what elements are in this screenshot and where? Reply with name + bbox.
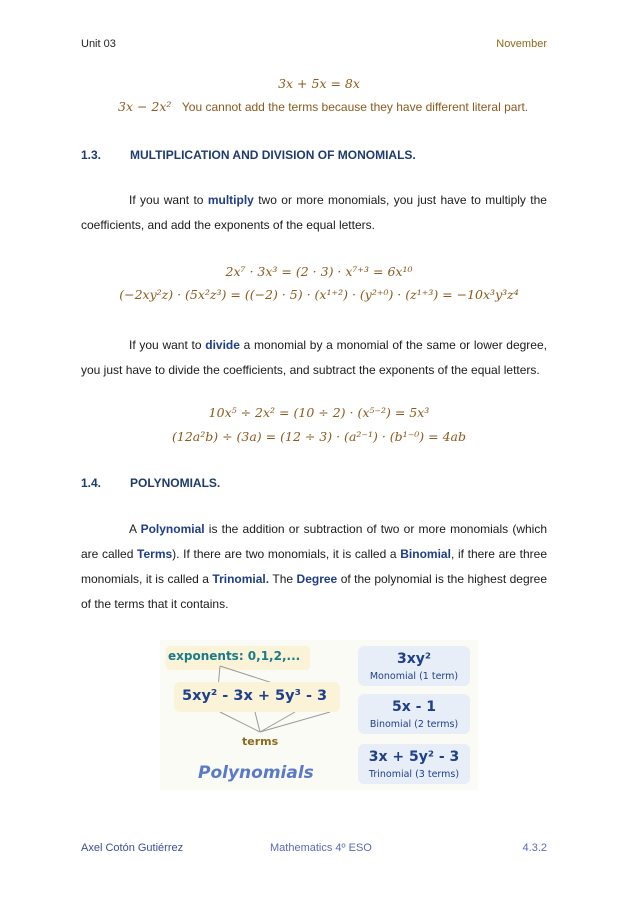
terms-label: terms — [242, 735, 279, 748]
exponents-label: exponents: 0,1,2,... — [168, 649, 301, 663]
section-number-1-3: 1.3. — [81, 148, 102, 162]
equation-mult-2: (−2xy²z) · (5x²z³) = ((−2) · 5) · (x¹⁺²) · (y²⁺⁰) · (z¹⁺³) = −10x³y³z⁴ — [119, 287, 519, 302]
text: of the polynomial is the highest degree of the terms that it contains. — [81, 572, 547, 611]
polynomial-expression: 5xy² - 3x + 5y³ - 3 — [182, 688, 328, 704]
trinomial-expression: 3x + 5y² - 3 — [368, 749, 460, 765]
trinomial-label: Trinomial (3 terms) — [368, 769, 460, 780]
text: A — [129, 522, 141, 536]
text: is the addition or subtraction of two or more monomials (which are called — [81, 522, 548, 561]
keyword-binomial: Binomial — [400, 547, 451, 561]
keyword-divide: divide — [205, 338, 240, 352]
keyword-multiply: multiply — [207, 193, 254, 207]
card-binomial — [358, 694, 470, 734]
keyword-terms: Terms — [137, 547, 173, 561]
monomial-label: Monomial (1 term) — [369, 671, 459, 682]
footer-author: Axel Cotón Gutiérrez — [81, 842, 184, 854]
keyword-degree: Degree — [296, 572, 338, 586]
equation-div-1: 10x⁵ ÷ 2x² = (10 ÷ 2) · (x⁵⁻²) = 5x³ — [208, 405, 430, 420]
card-monomial — [358, 646, 470, 686]
equation-unlike-terms: 3x − 2x² — [118, 99, 172, 114]
equation-mult-1: 2x⁷ · 3x³ = (2 · 3) · x⁷⁺³ = 6x¹⁰ — [225, 264, 413, 279]
text: If you want to — [129, 338, 206, 352]
header-unit: Unit 03 — [81, 38, 116, 50]
footer-page-number: 4.3.2 — [522, 842, 547, 854]
binomial-expression: 5x - 1 — [391, 699, 437, 715]
section-number-1-4: 1.4. — [81, 476, 102, 490]
text: a monomial by a monomial of the same or lower degree, you just have to divide the coefficients, and subtract the exponents of the equal letters. — [81, 338, 547, 377]
text: ). If there are two monomials, it is called a — [172, 547, 401, 561]
text: , if there are three monomials, it is called a — [81, 547, 547, 586]
text: two or more monomials, you just have to multiply the coefficients, and add the exponents of the equal letters. — [81, 193, 547, 232]
keyword-polynomial: Polynomial — [140, 522, 205, 536]
binomial-label: Binomial (2 terms) — [369, 719, 459, 730]
paragraph-polynomial — [81, 517, 547, 617]
equation-add-like-terms: 3x + 5x = 8x — [278, 76, 360, 91]
section-title-1-4: POLYNOMIALS. — [130, 476, 221, 490]
header-month: November — [496, 38, 547, 50]
text: The — [269, 572, 297, 586]
monomial-expression: 3xy² — [396, 651, 432, 667]
keyword-trinomial: Trinomial. — [212, 572, 270, 586]
paragraph-divide — [81, 333, 547, 383]
footer-course: Mathematics 4º ESO — [270, 842, 372, 854]
unlike-terms-note: You cannot add the terms because they have different literal part. — [181, 100, 529, 114]
equation-div-2: (12a²b) ÷ (3a) = (12 ÷ 3) · (a²⁻¹) · (b¹⁻⁰) = 4ab — [171, 429, 467, 444]
paragraph-multiply — [81, 188, 547, 238]
polynomials-figure — [160, 640, 478, 790]
polynomials-label: Polynomials — [198, 763, 314, 783]
text: If you want to — [129, 193, 208, 207]
section-title-1-3: MULTIPLICATION AND DIVISION OF MONOMIALS. — [130, 148, 416, 162]
unlike-terms-line — [118, 98, 528, 116]
card-trinomial — [358, 744, 470, 784]
